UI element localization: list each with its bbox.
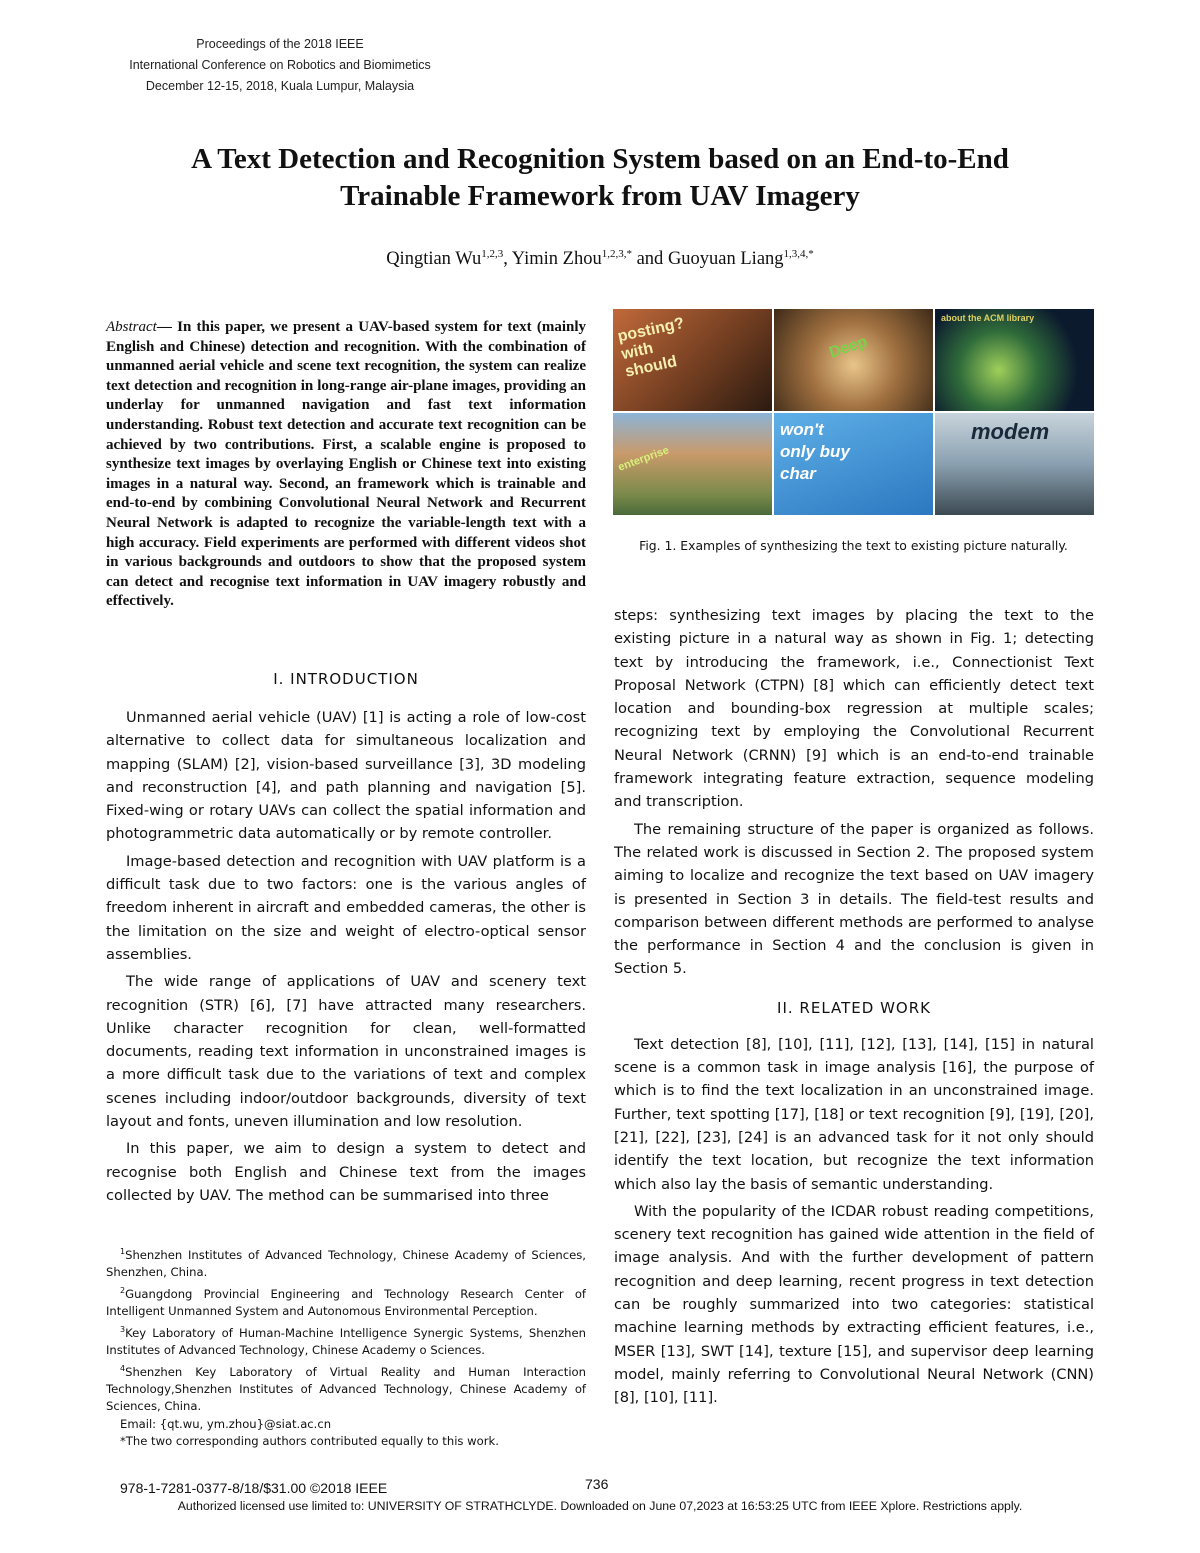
figure-tile-5 xyxy=(774,413,933,515)
section-title-related-work: II. RELATED WORK xyxy=(777,998,931,1017)
author-sep-1: , xyxy=(503,249,512,270)
header-line-2: International Conference on Robotics and Biomimetics xyxy=(129,58,431,72)
abstract-text: In this paper, we present a UAV-based system for text (mainly English and Chinese) detection and recognition. With the combination of unmanned aerial vehicle and scene text recognition, the system can realize text detection and recognition in long-range air-plane images, providing an underlay for unmanned navigation and fast text information understanding. Robust text detection and accurate text recognition can be achieved by two contributions. First, a scalable engine is proposed to synthesize text images by overlaying English or Chinese text into existing images in a natural way. Second, an framework which is trainable and end-to-end by combining Convolutional Neural Network and Recurrent Neural Network is adapted to recognize the variable-length text with a high accuracy. Field experiments are performed with different videos shot in various backgrounds and outdoors to show that the proposed system can detect and recognise text information in UAV imagery robustly and effectively. xyxy=(106,319,587,610)
paper-title xyxy=(60,141,1140,215)
figure-1-image-grid xyxy=(613,309,1094,515)
abstract-dash: — xyxy=(156,319,178,335)
license-notice: Authorized licensed use limited to: UNIVERSITY OF STRATHCLYDE. Downloaded on June 07,2023 at 16:53:25 UTC from IEEE Xplore. Restrictions apply. xyxy=(177,1499,1023,1513)
figure-tile-5-text: won't only buy char xyxy=(780,420,850,483)
intro-paragraph-2: Image-based detection and recognition with UAV platform is a difficult task due to two factors: one is the various angles of freedom inherent in aircraft and embedded cameras, the other is the limitation on the size and weight of electro-optical sensor assemblies. xyxy=(106,852,586,963)
footnote-email: Email: {qt.wu, ym.zhou}@siat.ac.cn xyxy=(120,1416,332,1431)
figure-tile-2 xyxy=(774,309,933,411)
page-number: 736 xyxy=(585,1476,609,1492)
footnote-corresponding: *The two corresponding authors contributed equally to this work. xyxy=(120,1434,499,1449)
related-paragraph-1: Text detection [8], [10], [11], [12], [13], [14], [15] in natural scene is a common task in image analysis [16], the purpose of which is to find the text localization in an unconstrained image. Further, text spotting [17], [18] or text recognition [9], [19], [20], [21], [22], [23], [24] is an advanced task for it not only should identify the text location, but recognize the text information which also lay the basis of semantic understanding. xyxy=(614,1035,1094,1193)
intro-paragraph-3: The wide range of applications of UAV and scenery text recognition (STR) [6], [7] have attracted many researchers. Unlike character recognition for clean, well-formatted documents, reading text information in unconstrained images is a more difficult task due to the variations of text and complex scenes including indoor/outdoor backgrounds, diversity of text layout and fonts, uneven illumination and low resolution. xyxy=(106,973,586,1131)
footnote-3-mark: 3 xyxy=(120,1324,126,1334)
figure-tile-4-text: enterprise xyxy=(616,444,671,474)
figure-tile-2-text: Deep xyxy=(827,333,870,362)
figure-tile-1-text: posting? with should xyxy=(616,314,686,381)
right-column-body xyxy=(614,604,1094,1414)
figure-tile-3-text: about the ACM library xyxy=(941,313,1035,323)
figure-tile-6-text: modem xyxy=(971,419,1050,444)
footnote-3 xyxy=(106,1321,586,1360)
author-1-affil: 1,2,3 xyxy=(481,248,504,260)
conference-header xyxy=(100,34,460,97)
author-2-affil: 1,2,3,* xyxy=(601,248,632,260)
intro-paragraph-1: Unmanned aerial vehicle (UAV) [1] is acting a role of low-cost alternative to collect data for simultaneous localization and mapping (SLAM) [2], vision-based surveillance [3], 3D modeling and reconstruction [4], and path planning and navigation [5]. Fixed-wing or rotary UAVs can collect the spatial information and photogrammetric data automatically or by remote controller. xyxy=(106,709,586,843)
footnote-2 xyxy=(106,1282,586,1321)
figure-tile-1 xyxy=(613,309,772,411)
figure-1-caption: Fig. 1. Examples of synthesizing the text to existing picture naturally. xyxy=(639,538,1068,553)
author-3-affil: 1,3,4,* xyxy=(783,248,814,260)
title-line-2: Trainable Framework from UAV Imagery xyxy=(340,180,860,212)
isbn-copyright: 978-1-7281-0377-8/18/$31.00 ©2018 IEEE xyxy=(120,1480,388,1496)
footnote-1-text: Shenzhen Institutes of Advanced Technology, Chinese Academy of Sciences, Shenzhen, China. xyxy=(106,1247,586,1280)
intro-paragraph-4-continued: steps: synthesizing text images by placing the text to the existing picture in a natural way as shown in Fig. 1; detecting text by introducing the framework, i.e., Connectionist Text Proposal Network (CTPN) [8] which can efficiently detect text location and bounding-box regression at multiple scales; recognizing text by employing the Convolutional Recurrent Neural Network (CRNN) [9] which is an end-to-end trainable framework integrating feature extraction, sequence modeling and transcription. xyxy=(614,607,1094,811)
footnote-4 xyxy=(106,1360,586,1416)
left-column-body xyxy=(106,670,586,1211)
author-list xyxy=(60,248,1140,270)
section-title-introduction: I. INTRODUCTION xyxy=(273,670,419,688)
footnote-1-mark: 1 xyxy=(120,1247,126,1256)
figure-tile-3 xyxy=(935,309,1094,411)
footnotes xyxy=(106,1243,586,1451)
author-1: Qingtian Wu xyxy=(386,249,482,270)
related-paragraph-2: With the popularity of the ICDAR robust reading competitions, scenery text recognition has gained wide attention in the field of image analysis. And with the further development of pattern recognition and deep learning, recent progress in text detection can be roughly summarized into two categories: statistical machine learning methods by extracting efficient features, i.e., MSER [13], SWT [14], texture [15], and supervisor deep learning model, mainly referring to Convolutional Neural Network (CNN) [8], [10], [11]. xyxy=(614,1202,1094,1407)
author-3: Guoyuan Liang xyxy=(667,249,784,270)
footnote-2-text: Guangdong Provincial Engineering and Technology Research Center of Intelligent Unmanned System and Autonomous Environmental Perception. xyxy=(106,1286,586,1319)
header-line-3: December 12-15, 2018, Kuala Lumpur, Malaysia xyxy=(145,79,415,93)
footnote-2-mark: 2 xyxy=(120,1285,126,1295)
abstract xyxy=(106,318,586,612)
footnote-3-text: Key Laboratory of Human-Machine Intelligence Synergic Systems, Shenzhen Institutes of Advanced Technology, Chinese Academy o Sciences. xyxy=(106,1325,586,1358)
intro-paragraph-4: In this paper, we aim to design a system to detect and recognise both English and Chinese text from the images collected by UAV. The method can be summarised into three xyxy=(106,1140,586,1204)
intro-paragraph-5: The remaining structure of the paper is organized as follows. The related work is discussed in Section 2. The proposed system aiming to localize and recognize the text based on UAV imagery is presented in Section 3 in details. The field-test results and comparison between different methods are performed to analyse the performance in Section 4 and the conclusion is given in Section 5. xyxy=(614,820,1094,978)
author-sep-2: and xyxy=(631,249,668,270)
header-line-1: Proceedings of the 2018 IEEE xyxy=(196,37,364,51)
figure-tile-6 xyxy=(935,413,1094,515)
footnote-1 xyxy=(106,1243,586,1282)
abstract-label: Abstract xyxy=(106,319,157,335)
author-2: Yimin Zhou xyxy=(511,249,602,270)
title-line-1: A Text Detection and Recognition System based on an End-to-End xyxy=(191,143,1009,175)
footnote-4-text: Shenzhen Key Laboratory of Virtual Reality and Human Interaction Technology,Shenzhen Institutes of Advanced Technology, Chinese Academy of Sciences, China. xyxy=(106,1364,586,1414)
figure-tile-4 xyxy=(613,413,772,515)
footnote-4-mark: 4 xyxy=(120,1363,126,1373)
